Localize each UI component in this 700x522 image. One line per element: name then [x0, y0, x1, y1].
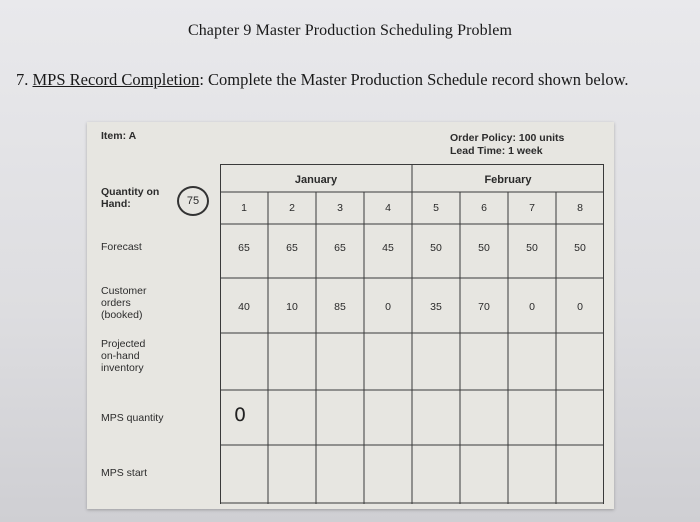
order-policy: Order Policy: 100 units — [450, 132, 565, 144]
forecast-cell: 50 — [478, 242, 490, 254]
forecast-cell: 50 — [430, 242, 442, 254]
item-label: Item: A — [101, 130, 137, 142]
week-1: 1 — [241, 202, 247, 214]
mps-grid — [220, 164, 604, 504]
customer-orders-cell: 0 — [385, 301, 391, 313]
week-7: 7 — [529, 202, 535, 214]
forecast-cell: 45 — [382, 242, 394, 254]
customer-orders-cell: 10 — [286, 301, 298, 313]
customer-orders-cell: 0 — [577, 301, 583, 313]
question-number: 7. — [16, 70, 29, 89]
week-8: 8 — [577, 202, 583, 214]
forecast-cell: 50 — [574, 242, 586, 254]
week-4: 4 — [385, 202, 391, 214]
week-5: 5 — [433, 202, 439, 214]
quantity-on-hand-label: Quantity on Hand: — [101, 186, 160, 210]
week-6: 6 — [481, 202, 487, 214]
forecast-cell: 65 — [334, 242, 346, 254]
customer-orders-cell: 85 — [334, 301, 346, 313]
mps-quantity-handwritten: 0 — [233, 404, 247, 426]
week-3: 3 — [337, 202, 343, 214]
forecast-cell: 65 — [238, 242, 250, 254]
month-january: January — [294, 174, 338, 186]
mps-record-sheet — [87, 122, 614, 509]
question-text: : Complete the Master Production Schedule record shown below. — [199, 70, 629, 89]
customer-orders-cell: 40 — [238, 301, 250, 313]
week-2: 2 — [289, 202, 295, 214]
customer-orders-cell: 35 — [430, 301, 442, 313]
row-label-customer-orders: Customer orders (booked) — [101, 285, 147, 321]
lead-time: Lead Time: 1 week — [450, 145, 543, 157]
row-label-forecast: Forecast — [101, 241, 142, 253]
row-label-projected-on-hand: Projected on-hand inventory — [101, 338, 146, 374]
forecast-cell: 50 — [526, 242, 538, 254]
question-heading: MPS Record Completion — [32, 70, 200, 89]
forecast-cell: 65 — [286, 242, 298, 254]
question-line — [16, 70, 629, 90]
customer-orders-cell: 70 — [478, 301, 490, 313]
row-label-mps-quantity: MPS quantity — [101, 412, 164, 424]
quantity-on-hand-value: 75 — [177, 186, 209, 216]
page-title: Chapter 9 Master Production Scheduling Problem — [187, 22, 513, 39]
grid-lines — [220, 164, 604, 504]
customer-orders-cell: 0 — [529, 301, 535, 313]
row-label-mps-start: MPS start — [101, 467, 148, 479]
month-february: February — [484, 174, 532, 186]
